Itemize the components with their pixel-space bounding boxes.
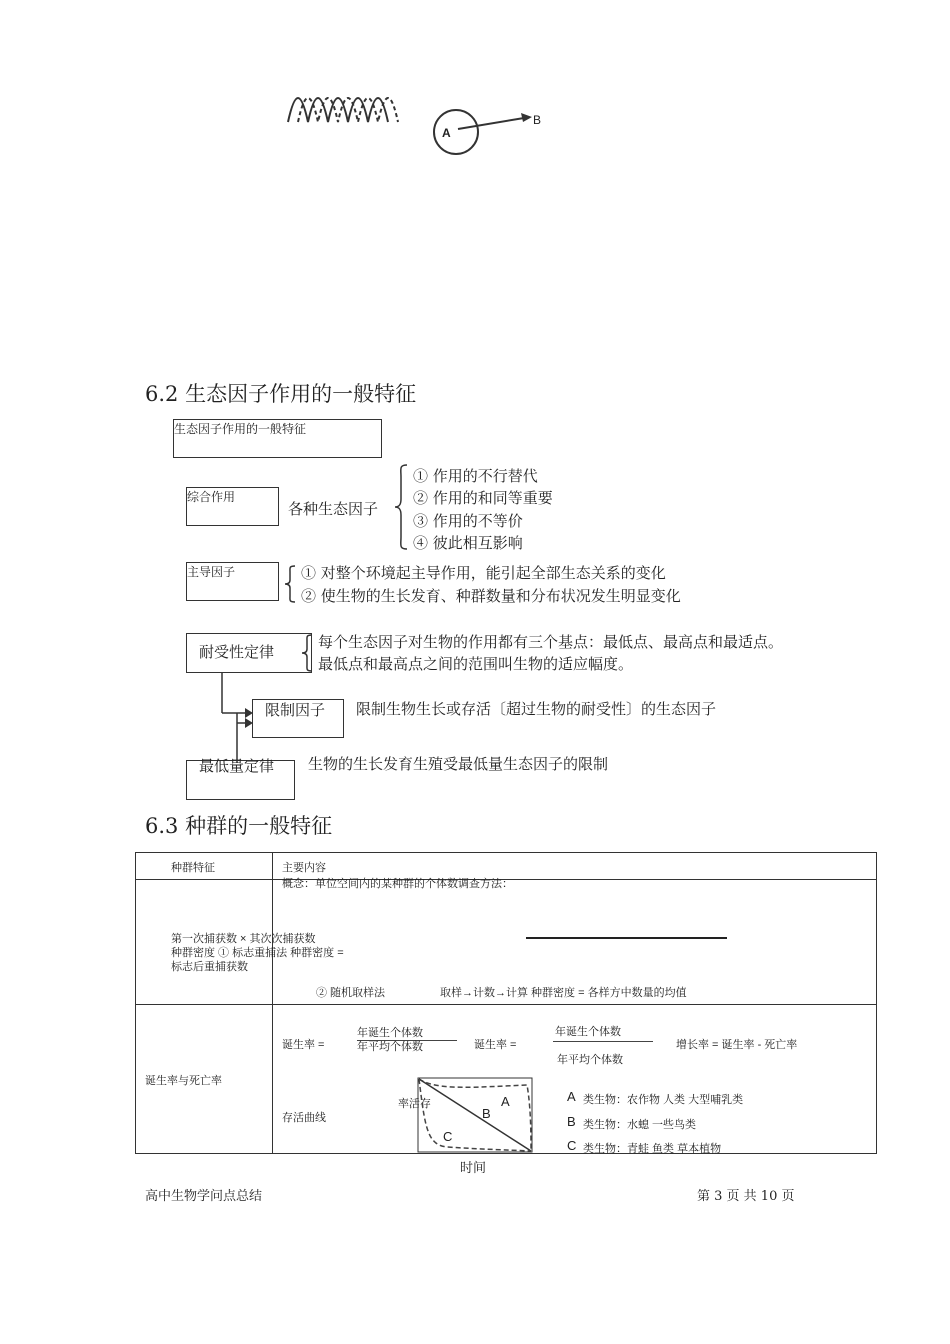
section-6-3-heading: 6.3 种群的一般特征 — [145, 814, 333, 838]
zuidi-desc: 生物的生长发育生殖受最低量生态因子的限制 — [308, 755, 609, 773]
density-content-cell — [273, 880, 877, 1005]
survival-xlabel: 时间 — [460, 1161, 487, 1176]
label-a: A — [442, 126, 451, 140]
brace-icon — [283, 564, 297, 604]
frac1-num: 年诞生个体数 — [357, 1027, 423, 1039]
arrow-line — [458, 118, 524, 129]
zonghe-box — [186, 487, 279, 526]
type-b-key: B — [567, 1114, 576, 1129]
xianzhi-label: 限制因子 — [265, 701, 326, 719]
zuidi-box — [186, 757, 295, 800]
type-b-text: 类生物：水螅 一些鸟类 — [583, 1119, 697, 1131]
density-concept: 概念：单位空间内的某种群的个体数调查方法： — [282, 878, 513, 890]
naishou-line-2: 最低点和最高点之间的范围叫生物的适应幅度。 — [318, 655, 634, 673]
naishou-line-1: 每个生态因子对生物的作用都有三个基点：最低点、最高点和最适点。 — [318, 633, 784, 651]
zonghe-label: 综合作用 — [187, 490, 236, 504]
naishou-label: 耐受性定律 — [199, 643, 275, 661]
density-line-3: 标志后重捕获数 — [171, 961, 248, 973]
random-sampling-desc: 取样→计数→计算 种群密度 = 各样方中数量的均值 — [440, 987, 687, 999]
frac1-den: 年平均个体数 — [357, 1041, 423, 1053]
birth-death-label: 诞生率与死亡率 — [145, 1075, 222, 1087]
birth-rate-label-2: 诞生率 = — [474, 1039, 517, 1051]
zonghe-item-4: ④ 彼此相互影响 — [413, 534, 523, 552]
curve-label-c: C — [443, 1129, 453, 1144]
curve-label-a: A — [501, 1094, 510, 1109]
zhudao-box — [186, 562, 279, 601]
label-b: B — [533, 113, 542, 127]
density-label-cell — [136, 880, 344, 1005]
zonghe-item-1: ① 作用的不行替代 — [413, 467, 538, 485]
random-sampling: ② 随机取样法 — [316, 987, 386, 999]
zhudao-label: 主导因子 — [187, 565, 236, 579]
birth-death-content-cell — [273, 1005, 877, 1154]
arrow-head-icon — [521, 113, 532, 122]
zonghe-item-3: ③ 作用的不等价 — [413, 512, 523, 530]
density-line-2: 种群密度 ① 标志重捕法 种群密度 = — [171, 947, 344, 959]
header-cell-content: 主要内容 — [273, 853, 877, 880]
type-a-key: A — [567, 1089, 576, 1104]
population-table — [135, 852, 877, 1154]
section-6-2-heading: 6.2 生态因子作用的一般特征 — [145, 382, 417, 406]
birth-death-label-cell — [136, 1005, 273, 1154]
fraction-line — [526, 937, 727, 939]
zhudao-item-1: ① 对整个环境起主导作用，能引起全部生态关系的变化 — [301, 564, 666, 582]
xianzhi-desc: 限制生物生长或存活〔超过生物的耐受性〕的生态因子 — [356, 700, 717, 718]
brace-icon — [300, 633, 314, 673]
circle-a — [434, 110, 478, 154]
growth-rate: 增长率 = 诞生率 - 死亡率 — [676, 1039, 798, 1051]
footer-right: 第 3 页 共 10 页 — [697, 1189, 795, 1204]
type-c-key: C — [567, 1138, 577, 1153]
zonghe-subject: 各种生态因子 — [288, 500, 379, 518]
type-c-text: 类生物：青蛙 鱼类 草本植物 — [583, 1143, 722, 1155]
naishou-box — [186, 633, 312, 673]
zuidi-label: 最低量定律 — [199, 757, 275, 775]
table-row-density — [136, 880, 877, 1005]
wave-figure — [283, 90, 403, 130]
type-a-text: 类生物：农作物 人类 大型哺乳类 — [583, 1094, 744, 1106]
solid-wave — [288, 98, 388, 122]
xianzhi-box — [252, 699, 344, 738]
frac2-line — [553, 1041, 653, 1042]
zhudao-item-2: ② 使生物的生长发育、种群数量和分布状况发生明显变化 — [301, 587, 681, 605]
curve-label-b: B — [482, 1106, 491, 1121]
title-box — [173, 419, 382, 458]
curve-b — [419, 1079, 531, 1151]
frac2-num: 年诞生个体数 — [555, 1026, 621, 1038]
header-cell-feature: 种群特征 — [136, 853, 273, 880]
table-row-birth-death — [136, 1005, 877, 1154]
density-line-1: 第一次捕获数 × 其次次捕获数 — [171, 933, 316, 945]
survival-ylabel: 率活存 — [398, 1098, 431, 1110]
birth-rate-label-1: 诞生率 = — [282, 1039, 325, 1051]
zonghe-item-2: ② 作用的和同等重要 — [413, 489, 553, 507]
survival-label: 存活曲线 — [282, 1112, 326, 1124]
footer-left: 高中生物学问点总结 — [145, 1189, 263, 1204]
title-box-label: 生态因子作用的一般特征 — [174, 422, 307, 436]
frac2-den: 年平均个体数 — [557, 1054, 623, 1066]
brace-icon — [393, 463, 409, 551]
survival-curve-chart — [417, 1077, 534, 1153]
